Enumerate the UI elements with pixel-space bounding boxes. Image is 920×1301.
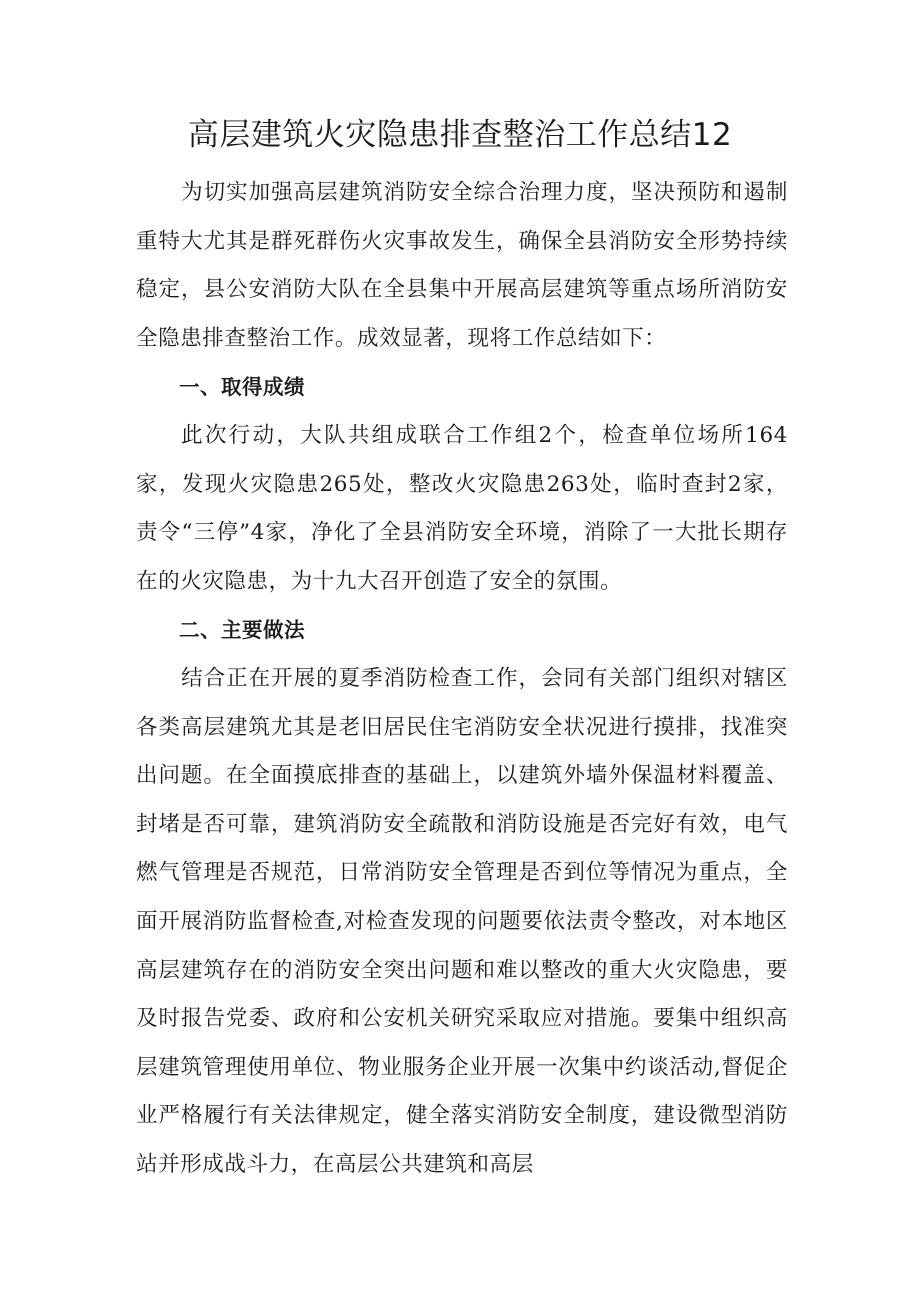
- main-practices-paragraph: 结合正在开展的夏季消防检查工作，会同有关部门组织对辖区各类高层建筑尤其是老旧居民住宅消防安全状况进行摸排，找准突出问题。在全面摸底排查的基础上，以建筑外墙外保温材料覆盖、封堵是否可靠，建筑消防安全疏散和消防设施是否完好有效，电气燃气管理是否规范，日常消防安全管理是否到位等情况为重点，全面开展消防监督检查,对检查发现的问题要依法责令整改，对本地区高层建筑存在的消防安全突出问题和难以整改的重大火灾隐患，要及时报告党委、政府和公安机关研究采取应对措施。要集中组织高层建筑管理使用单位、物业服务企业开展一次集中约谈活动,督促企业严格履行有关法律规定，健全落实消防安全制度，建设微型消防站并形成战斗力，在高层公共建筑和高层: [136, 665, 788, 1177]
- section-heading-main-practices: 二、主要做法: [179, 618, 306, 643]
- document-title: 高层建筑火灾隐患排查整治工作总结12: [187, 117, 733, 153]
- document-body: [136, 169, 788, 1189]
- section-heading-achievements: 一、取得成绩: [179, 375, 306, 400]
- intro-paragraph: 为切实加强高层建筑消防安全综合治理力度，坚决预防和遏制重特大尤其是群死群伤火灾事故发生，确保全县消防安全形势持续稳定，县公安消防大队在全县集中开展高层建筑等重点场所消防安全隐患排查整治工作。成效显著，现将工作总结如下：: [136, 180, 788, 351]
- achievements-paragraph: 此次行动，大队共组成联合工作组2个，检查单位场所164家，发现火灾隐患265处，整改火灾隐患263处，临时查封2家，责令“三停”4家，净化了全县消防安全环境，消除了一大批长期存在的火灾隐患，为十九大召开创造了安全的氛围。: [136, 422, 788, 594]
